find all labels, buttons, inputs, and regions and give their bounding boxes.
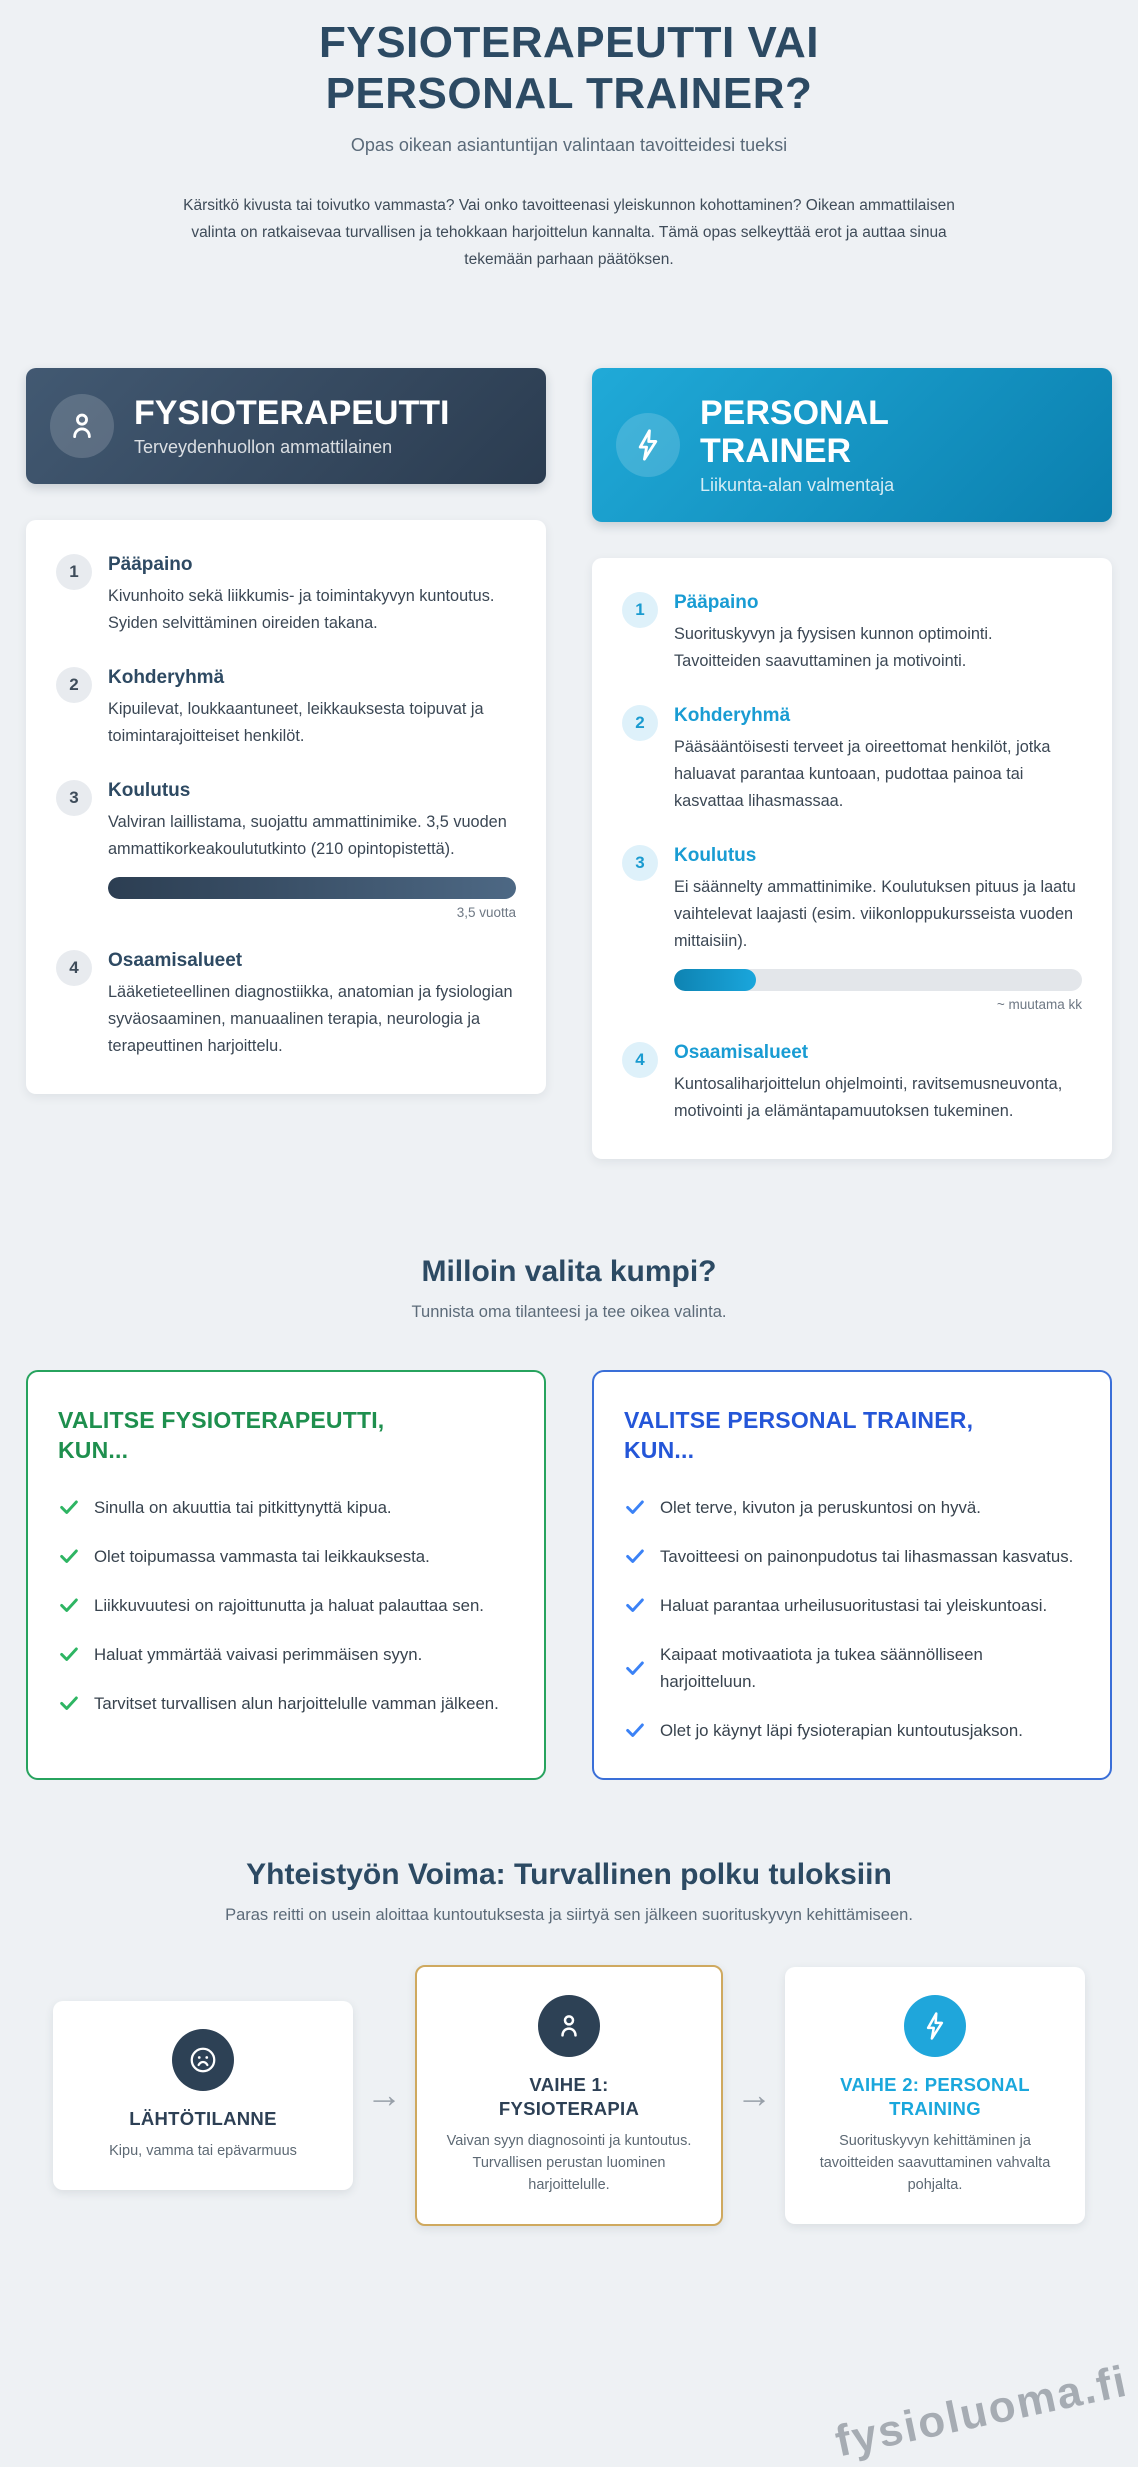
choose-pt-list [624,1494,1080,1744]
fysio-column [26,368,546,1159]
step-title: VAIHE 2: PERSONAL TRAINING [840,2073,1030,2120]
choose-pt-heading: VALITSE PERSONAL TRAINER, KUN... [624,1406,974,1463]
list-item [624,1543,1080,1570]
item-content [108,667,516,750]
fysio-tagline: Terveydenhuollon ammattilainen [134,436,393,457]
list-item-text: Sinulla on akuuttia tai pitkittynyttä kipua. [94,1497,392,1517]
list-item-text: Liikkuvuutesi on rajoittunutta ja haluat palauttaa sen. [94,1595,484,1615]
item-text: Kuntosaliharjoittelun ohjelmointi, ravitsemusneuvonta, motivointi ja elämäntapamuutoksen tukeminen. [674,1074,1063,1120]
item-text: Valviran laillistama, suojattu ammattinimike. 3,5 vuoden ammattikorkeakoulututkinto (210 opintopistettä). [108,812,507,858]
item-title: Koulutus [108,779,191,801]
checkmark-icon [624,1719,646,1741]
item-number: 3 [622,845,658,881]
item-text: Lääketieteellinen diagnostiikka, anatomian ja fysiologian syväosaaminen, manuaalinen terapia, neurologia ja terapeuttinen harjoittelu. [108,982,513,1055]
step-title: VAIHE 1: FYSIOTERAPIA [498,2073,640,2120]
item-content [674,1042,1082,1125]
item-text: Pääsääntöisesti terveet ja oireettomat henkilöt, jotka haluavat parantaa kuntoaan, pudottaa painoa tai kasvattaa lihasmassaa. [674,737,1051,810]
item-content [674,592,1082,675]
fysio-item-koulutus [56,780,516,920]
item-content [674,845,1082,1012]
item-number: 1 [622,592,658,628]
pt-header-text [700,394,940,496]
arrow-right-icon: → [366,2074,402,2116]
path-steps [26,1965,1112,2227]
checkmark-icon [624,1496,646,1518]
fysio-name: FYSIOTERAPEUTTI [134,393,450,432]
item-title: Kohderyhmä [674,704,791,726]
item-content [108,554,516,637]
user-icon [538,1995,600,2057]
path-section-title: Yhteistyön Voima: Turvallinen polku tuloksiin [246,1857,892,1891]
pt-name: PERSONAL TRAINER [700,393,889,470]
page-title: FYSIOTERAPEUTTI VAI PERSONAL TRAINER? [318,18,820,118]
choose-fysio-card [26,1370,546,1780]
step-text: Vaivan syyn diagnosointi ja kuntoutus. Turvallisen perustan luominen harjoittelulle. [446,2133,692,2194]
choose-section-title: Milloin valita kumpi? [421,1254,717,1288]
item-title: Kohderyhmä [108,666,225,688]
item-number: 2 [622,705,658,741]
item-content [108,950,516,1060]
fysio-item-paapaino [56,554,516,637]
fysio-item-kohderyhma [56,667,516,750]
choose-pt-card [592,1370,1112,1780]
list-item-text: Olet toipumassa vammasta tai leikkauksesta. [94,1546,430,1566]
checkmark-icon [624,1545,646,1567]
page-subtitle: Opas oikean asiantuntijan valintaan tavoitteidesi tueksi [350,135,788,156]
fysio-duration-bar-fill [108,877,516,899]
list-item-text: Haluat parantaa urheilusuoritustasi tai yleiskuntoasi. [660,1595,1048,1615]
list-item [58,1494,514,1521]
pt-duration-label: ~ muutama kk [996,996,1082,1012]
list-item [624,1494,1080,1521]
list-item-text: Tarvitset turvallisen alun harjoittelulle vamman jälkeen. [94,1693,499,1713]
fysio-header [26,368,546,484]
item-title: Koulutus [674,844,757,866]
pt-item-kohderyhma [622,705,1082,815]
user-icon [50,394,114,458]
step-card-vaihe2 [785,1967,1085,2225]
pt-duration-bar-fill [674,969,756,991]
list-item-text: Olet terve, kivuton ja peruskuntosi on hyvä. [660,1497,981,1517]
step-card-vaihe1 [415,1965,723,2227]
comparison-section [26,368,1112,1159]
fysio-card [26,520,546,1094]
list-item [58,1543,514,1570]
checkmark-icon [58,1545,80,1567]
checkmark-icon [58,1643,80,1665]
item-content [674,705,1082,815]
step-card-lahtotilanne [53,2001,353,2190]
checkmark-icon [58,1594,80,1616]
lightning-icon [904,1995,966,2057]
list-item [624,1641,1080,1695]
item-title: Osaamisalueet [674,1041,809,1063]
lightning-icon [616,413,680,477]
checkmark-icon [624,1657,646,1679]
choose-fysio-list [58,1494,514,1717]
list-item [624,1717,1080,1744]
item-number: 2 [56,667,92,703]
item-title: Pääpaino [108,553,193,575]
sad-face-icon [172,2029,234,2091]
list-item-text: Kaipaat motivaatiota ja tukea säännölliseen harjoitteluun. [660,1644,983,1691]
item-title: Pääpaino [674,591,759,613]
pt-card [592,558,1112,1159]
list-item [624,1592,1080,1619]
pt-header [592,368,1112,522]
watermark: fysioluoma.fi [830,2356,1132,2467]
fysio-item-osaamisalueet [56,950,516,1060]
pt-item-osaamisalueet [622,1042,1082,1125]
list-item-text: Olet jo käynyt läpi fysioterapian kuntoutusjakson. [660,1720,1023,1740]
checkmark-icon [58,1496,80,1518]
item-text: Suorituskyvyn ja fyysisen kunnon optimointi. Tavoitteiden saavuttaminen ja motivointi. [674,624,993,670]
choose-section-subtitle: Tunnista oma tilanteesi ja tee oikea valinta. [411,1302,727,1321]
list-item [58,1690,514,1717]
checkmark-icon [624,1594,646,1616]
item-number: 4 [56,950,92,986]
pt-item-paapaino [622,592,1082,675]
pt-duration-bar [674,969,1082,991]
item-text: Ei säännelty ammattinimike. Koulutuksen pituus ja laatu vaihtelevat laajasti (esim. viikonloppukursseista vuoden mittaisiin). [674,877,1076,950]
path-section-subtitle: Paras reitti on usein aloittaa kuntoutuksesta ja siirtyä sen jälkeen suorituskyvyn kehittämiseen. [225,1905,913,1924]
list-item [58,1641,514,1668]
choose-section [26,1370,1112,1780]
list-item [58,1592,514,1619]
pt-column [592,368,1112,1159]
list-item-text: Haluat ymmärtää vaivasi perimmäisen syyn. [94,1644,423,1664]
list-item-text: Tavoitteesi on painonpudotus tai lihasmassan kasvatus. [660,1546,1074,1566]
hero-section [26,18,1112,274]
step-text: Kipu, vamma tai epävarmuus [109,2142,297,2159]
fysio-header-text [134,394,449,458]
pt-item-koulutus [622,845,1082,1012]
item-text: Kivunhoito sekä liikkumis- ja toimintakyvyn kuntoutus. Syiden selvittäminen oireiden takana. [108,586,495,632]
item-text: Kipuilevat, loukkaantuneet, leikkauksesta toipuvat ja toimintarajoitteiset henkilöt. [108,699,484,745]
item-number: 1 [56,554,92,590]
checkmark-icon [58,1692,80,1714]
fysio-duration-bar [108,877,516,899]
step-text: Suorituskyvyn kehittäminen ja tavoitteiden saavuttaminen vahvalta pohjalta. [819,2133,1051,2194]
fysio-duration-label: 3,5 vuotta [456,904,516,920]
step-title: LÄHTÖTILANNE [129,2107,277,2129]
item-content [108,780,516,920]
arrow-right-icon: → [736,2074,772,2116]
item-title: Osaamisalueet [108,949,243,971]
item-number: 3 [56,780,92,816]
intro-text: Kärsitkö kivusta tai toivutko vammasta? Vai onko tavoitteenasi yleiskunnon kohottaminen? Oikean ammattilaisen valinta on ratkaisevaa turvallisen ja tehokkaan harjoittelun kannalta. Tämä opas selkeyttää erot ja auttaa sinua tekemään parhaan päätöksen. [183,197,955,269]
item-number: 4 [622,1042,658,1078]
pt-tagline: Liikunta-alan valmentaja [700,474,895,495]
choose-fysio-heading: VALITSE FYSIOTERAPEUTTI, KUN... [58,1406,385,1463]
